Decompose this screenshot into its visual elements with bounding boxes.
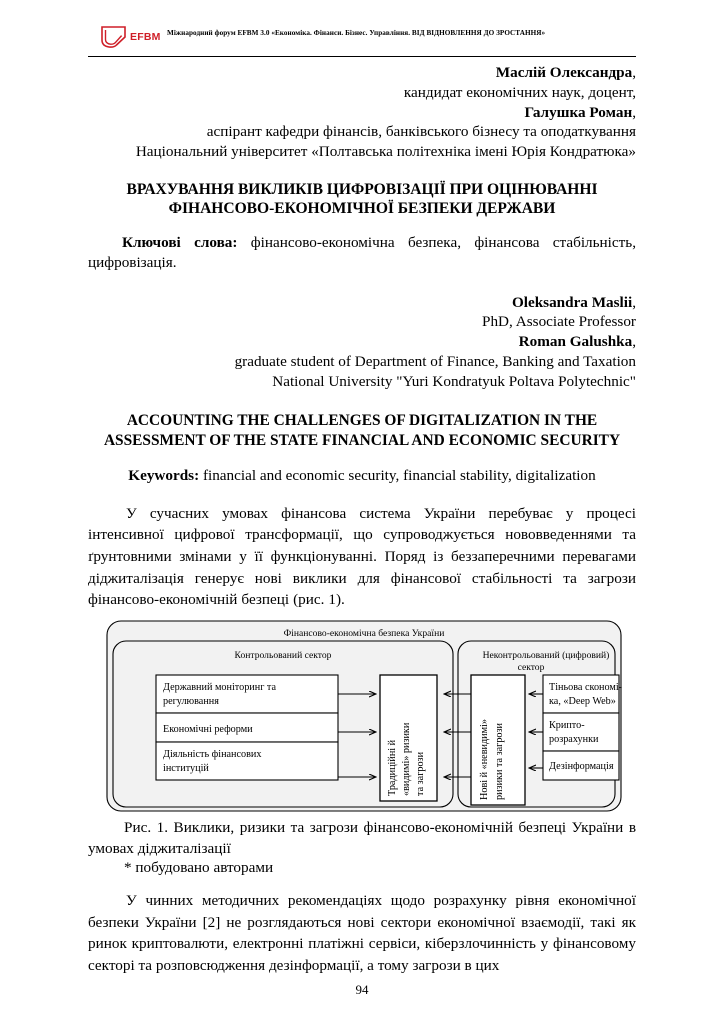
right-box-1-shape bbox=[543, 675, 619, 713]
left-sector-label: Контрольований сектор bbox=[234, 650, 332, 661]
right-box-2-line2: розрахунки bbox=[549, 734, 599, 745]
author-name-1-uk bbox=[88, 63, 636, 83]
left-box-2-label: Економічні реформи bbox=[163, 724, 253, 735]
right-box-3 bbox=[543, 751, 619, 780]
figure-1-diagram bbox=[106, 620, 622, 812]
right-sector-label-line2: сектор bbox=[517, 662, 545, 673]
efbm-logo bbox=[99, 24, 161, 50]
efbm-logo-text: EFBM bbox=[130, 31, 161, 43]
figure-1-caption: Рис. 1. Виклики, ризики та загрози фінансово-економічній безпеці України в умовах діджиталізації bbox=[88, 819, 636, 857]
author-name-2-en-text: Roman Galushka bbox=[518, 333, 633, 351]
affiliation-en: National University "Yuri Kondratyuk Poltava Polytechnic" bbox=[272, 372, 636, 390]
right-box-1 bbox=[543, 675, 622, 713]
keywords-uk-text: фінансово-економічна безпека, фінансова стабільність, цифровізація. bbox=[88, 234, 637, 271]
right-sector-label-line1: Неконтрольований (цифровий) bbox=[482, 650, 610, 661]
middle-box-new-risks bbox=[471, 675, 525, 805]
middle-box-line1: Нові й «невидимі» bbox=[479, 719, 490, 800]
right-box-1-line2: ка, «Deep Web» bbox=[549, 696, 616, 707]
author-name-1-en-text: Oleksandra Maslii bbox=[511, 293, 633, 311]
figure-1-note: * побудовано авторами bbox=[124, 859, 274, 876]
left-box-3-line2: інституцій bbox=[163, 763, 209, 774]
keywords-en-label: Keywords: bbox=[128, 467, 200, 485]
keywords-uk bbox=[88, 233, 636, 273]
article-title-en: ACCOUNTING THE CHALLENGES OF DIGITALIZATION IN THE ASSESSMENT OF THE STATE FINANCIAL AND ECONOMIC SECURITY bbox=[103, 412, 621, 449]
right-box-2-shape bbox=[543, 713, 619, 751]
author-name-2-en bbox=[88, 332, 636, 352]
author-name-1-en-comma: , bbox=[632, 293, 636, 311]
left-box-3 bbox=[156, 742, 338, 780]
body-paragraph-1: У сучасних умовах фінансова система України перебуває у процесі інтенсивної цифрової трансформації, що супроводжується нововведеннями та ґрунтовними змінами у її функціонуванні. Поряд із беззаперечними перевагами діджиталізація генерує нові виклики для фінансової стабільності та загрози фінансово-економічній безпеці (рис. 1). bbox=[88, 504, 636, 609]
center-box-line2: «видимі» ризики bbox=[401, 722, 412, 796]
author-name-2-uk-text: Галушка Роман bbox=[524, 103, 633, 121]
author-name-1-uk-text: Маслій Олександра bbox=[495, 64, 633, 81]
authors-block-en bbox=[88, 293, 636, 392]
page-number: 94 bbox=[355, 982, 369, 997]
affiliation-uk: Національний університет «Полтавська політехніка імені Юрія Кондратюка» bbox=[135, 143, 636, 160]
header-divider bbox=[88, 56, 636, 57]
running-header bbox=[0, 24, 724, 54]
author-name-1-uk-comma: , bbox=[632, 64, 636, 81]
center-box-traditional-risks bbox=[380, 675, 437, 801]
left-box-3-shape bbox=[156, 742, 338, 780]
right-box-1-line1: Тіньова скономі- bbox=[549, 682, 622, 693]
center-box-line3: та загрози bbox=[415, 751, 426, 796]
keywords-uk-label: Ключові слова: bbox=[122, 234, 238, 252]
right-box-2 bbox=[543, 713, 619, 751]
left-box-1-line1: Державний моніторинг та bbox=[163, 682, 277, 693]
author-name-1-en bbox=[88, 293, 636, 313]
author-degree-2-uk: аспірант кафедри фінансів, банківського бізнесу та оподаткування bbox=[206, 123, 636, 141]
keywords-en bbox=[88, 466, 636, 486]
middle-box-line2: ризики та загрози bbox=[494, 722, 505, 800]
header-title: Міжнародний форум EFBM 3.0 «Економіка. Фінанси. Бізнес. Управління. ВІД ВІДНОВЛЕННЯ ДО ЗРОСТАННЯ» bbox=[167, 29, 546, 37]
figure-1-svg bbox=[106, 620, 622, 812]
author-name-2-uk-comma: , bbox=[632, 103, 636, 121]
content-column bbox=[88, 63, 636, 611]
left-box-1 bbox=[156, 675, 338, 713]
authors-block-uk bbox=[88, 63, 636, 162]
author-name-2-uk bbox=[88, 103, 636, 123]
left-box-1-line2: регулювання bbox=[163, 696, 219, 707]
left-box-2 bbox=[156, 713, 338, 742]
right-box-3-label: Дезінформація bbox=[549, 761, 614, 772]
efbm-logo-icon bbox=[99, 25, 129, 49]
left-box-1-shape bbox=[156, 675, 338, 713]
left-box-3-line1: Діяльність фінансових bbox=[163, 749, 262, 760]
article-title-uk: ВРАХУВАННЯ ВИКЛИКІВ ЦИФРОВІЗАЦІЇ ПРИ ОЦІНЮВАННІ ФІНАНСОВО-ЕКОНОМІЧНОЇ БЕЗПЕКИ ДЕРЖАВИ bbox=[126, 180, 598, 218]
center-box-line1: Традиційні й bbox=[387, 739, 398, 796]
author-name-2-en-comma: , bbox=[632, 333, 636, 351]
outer-container-label: Фінансово-економічна безпека України bbox=[283, 628, 445, 639]
keywords-en-text: financial and economic security, financial stability, digitalization bbox=[199, 467, 596, 485]
author-degree-2-en: graduate student of Department of Finance, Banking and Taxation bbox=[234, 352, 636, 370]
author-degree-1-en: PhD, Associate Professor bbox=[482, 313, 636, 331]
author-degree-1-uk: кандидат економічних наук, доцент, bbox=[403, 83, 636, 101]
right-box-2-line1: Крипто- bbox=[549, 720, 585, 731]
body-paragraph-2: У чинних методичних рекомендаціях щодо розрахунку рівня економічної безпеки України [2] не розглядаються нові сектори економічної взаємодії, такі як ринок криптовалюти, електронні платіжні сервіси, кіберзлочинність у фінансовому секторі та розповсюдження дезінформації, а тому загрози в цих bbox=[88, 892, 636, 974]
